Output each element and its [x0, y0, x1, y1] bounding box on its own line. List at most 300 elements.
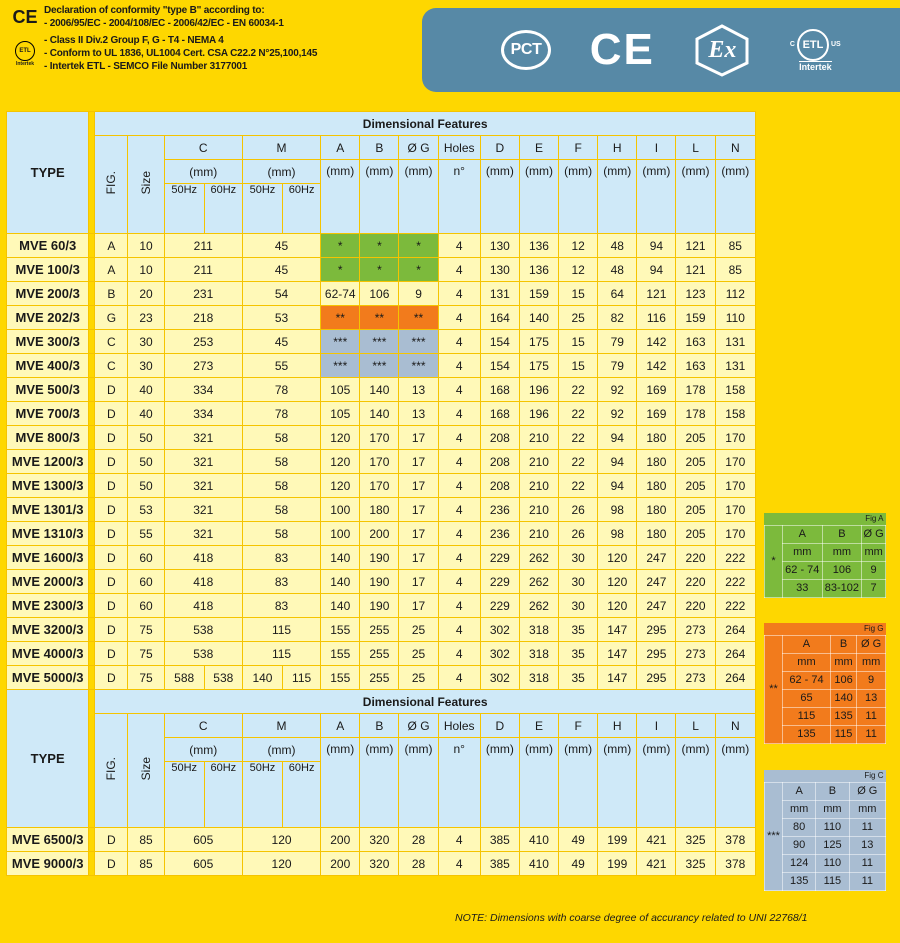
row-holes: 4 [438, 354, 480, 378]
row-holes: 4 [438, 828, 480, 852]
row-h: 147 [598, 642, 637, 666]
fig-header [95, 714, 128, 828]
row-c: 538 [164, 642, 242, 666]
row-m: 58 [242, 474, 320, 498]
row-d: 385 [480, 828, 519, 852]
col-header-letter: F [559, 714, 598, 738]
row-fig: D [95, 426, 128, 450]
row-c: 418 [164, 570, 242, 594]
row-h: 79 [598, 354, 637, 378]
c-60hz: 60Hz [204, 184, 242, 234]
c-60hz: 60Hz [204, 762, 242, 828]
fig-cell: 140 [830, 689, 856, 707]
col-header-c: C [164, 714, 242, 738]
table-row [7, 258, 756, 282]
row-n: 222 [715, 594, 755, 618]
row-size: 55 [128, 522, 164, 546]
row-f: 15 [559, 330, 598, 354]
table-row [7, 426, 756, 450]
row-b: *** [360, 354, 399, 378]
col-unit: (mm) [360, 160, 399, 234]
row-e: 136 [519, 234, 558, 258]
fig-cell: 115 [783, 707, 831, 725]
fig-cell: 11 [857, 725, 886, 743]
row-fig: D [95, 378, 128, 402]
row-holes: 4 [438, 234, 480, 258]
fig-col-header: Ø G [857, 635, 886, 653]
fig-data-row [765, 689, 886, 707]
fig-label: Fig A [865, 514, 884, 524]
row-f: 30 [559, 570, 598, 594]
row-fig: D [95, 570, 128, 594]
row-d: 154 [480, 330, 519, 354]
row-holes: 4 [438, 852, 480, 876]
row-f: 35 [559, 642, 598, 666]
row-e: 318 [519, 618, 558, 642]
row-e: 262 [519, 570, 558, 594]
row-h: 120 [598, 594, 637, 618]
row-f: 30 [559, 546, 598, 570]
row-n: 264 [715, 642, 755, 666]
row-e: 410 [519, 828, 558, 852]
row-d: 168 [480, 378, 519, 402]
row-c: 321 [164, 522, 242, 546]
row-holes: 4 [438, 306, 480, 330]
col-header-letter: D [480, 136, 519, 160]
col-header-letter: I [637, 714, 676, 738]
row-m: 83 [242, 570, 320, 594]
fig-col-header: A [783, 635, 831, 653]
row-n: 170 [715, 498, 755, 522]
fig-col-header: B [830, 635, 856, 653]
fig-cell: 9 [857, 671, 886, 689]
row-f: 30 [559, 594, 598, 618]
row-holes: 4 [438, 450, 480, 474]
row-c: 321 [164, 474, 242, 498]
row-b: 170 [360, 450, 399, 474]
row-b: 190 [360, 594, 399, 618]
row-m: 83 [242, 594, 320, 618]
col-header-letter: H [598, 714, 637, 738]
row-size: 60 [128, 570, 164, 594]
row-type: MVE 700/3 [7, 402, 89, 426]
row-m: 45 [242, 258, 320, 282]
size-header-text: Size [139, 171, 154, 195]
row-g: 28 [399, 828, 438, 852]
col-unit: (mm) [715, 738, 755, 828]
fig-c-table [764, 770, 886, 891]
fig-col-header: Ø G [862, 525, 886, 543]
row-f: 49 [559, 828, 598, 852]
c-50hz: 50Hz [164, 762, 204, 828]
row-a: 120 [321, 450, 360, 474]
row-l: 205 [676, 474, 715, 498]
row-g: 13 [399, 378, 438, 402]
row-b: 180 [360, 498, 399, 522]
ex-text: Ex [708, 36, 737, 63]
row-m: 83 [242, 546, 320, 570]
row-g: * [399, 258, 438, 282]
row-h: 92 [598, 378, 637, 402]
row-fig: B [95, 282, 128, 306]
row-type: MVE 2000/3 [7, 570, 89, 594]
row-f: 26 [559, 522, 598, 546]
row-m: 55 [242, 354, 320, 378]
row-d: 236 [480, 498, 519, 522]
row-a: 140 [321, 594, 360, 618]
col-unit: (mm) [360, 738, 399, 828]
row-size: 53 [128, 498, 164, 522]
col-header-c: C [164, 136, 242, 160]
size-header [128, 714, 164, 828]
col-header-letter: L [676, 714, 715, 738]
row-e: 210 [519, 498, 558, 522]
col-unit: (mm) [598, 738, 637, 828]
row-g: *** [399, 354, 438, 378]
row-n: 110 [715, 306, 755, 330]
row-d: 164 [480, 306, 519, 330]
row-fig: C [95, 330, 128, 354]
row-l: 273 [676, 642, 715, 666]
row-fig: D [95, 618, 128, 642]
row-i: 247 [637, 546, 676, 570]
row-m: 115 [242, 618, 320, 642]
row-m: 78 [242, 402, 320, 426]
fig-cell: 106 [822, 561, 862, 579]
row-holes: 4 [438, 642, 480, 666]
ce-line-2: - 2006/95/EC - 2004/108/EC - 2006/42/EC - EN 60034-1 [44, 18, 284, 29]
fig-cell: 90 [783, 836, 816, 854]
row-holes: 4 [438, 666, 480, 690]
row-f: 22 [559, 378, 598, 402]
col-header-letter: N [715, 714, 755, 738]
row-i: 295 [637, 666, 676, 690]
fig-cell: 11 [849, 818, 885, 836]
row-d: 131 [480, 282, 519, 306]
row-n: 112 [715, 282, 755, 306]
fig-data-row [765, 707, 886, 725]
row-g: 17 [399, 546, 438, 570]
row-g: 17 [399, 498, 438, 522]
row-n: 170 [715, 474, 755, 498]
row-d: 236 [480, 522, 519, 546]
row-type: MVE 1300/3 [7, 474, 89, 498]
etl-sub: Intertek [15, 61, 35, 67]
row-c: 211 [164, 234, 242, 258]
row-n: 222 [715, 570, 755, 594]
row-i: 116 [637, 306, 676, 330]
row-d: 208 [480, 474, 519, 498]
fig-data-row [765, 579, 886, 597]
row-e: 210 [519, 450, 558, 474]
row-i: 142 [637, 354, 676, 378]
row-l: 273 [676, 666, 715, 690]
fig-col-header: B [816, 782, 849, 800]
row-n: 158 [715, 402, 755, 426]
row-e: 210 [519, 474, 558, 498]
fig-cell: 106 [830, 671, 856, 689]
row-type: MVE 100/3 [7, 258, 89, 282]
fig-col-header: A [783, 525, 823, 543]
row-n: 170 [715, 450, 755, 474]
fig-cell: 33 [783, 579, 823, 597]
etl-us: US [830, 41, 841, 48]
row-f: 22 [559, 450, 598, 474]
fig-cell: 11 [849, 872, 885, 890]
col-unit: (mm) [676, 160, 715, 234]
row-g: 17 [399, 570, 438, 594]
row-a: 140 [321, 570, 360, 594]
col-header-letter: L [676, 136, 715, 160]
fig-cell: 62 - 74 [783, 561, 823, 579]
table-row [7, 642, 756, 666]
c-unit: (mm) [164, 738, 242, 762]
row-a: 155 [321, 642, 360, 666]
fig-unit: mm [783, 653, 831, 671]
row-fig: D [95, 522, 128, 546]
table-row [7, 474, 756, 498]
row-i: 121 [637, 282, 676, 306]
row-type: MVE 800/3 [7, 426, 89, 450]
row-b: ** [360, 306, 399, 330]
fig-unit-row [765, 800, 886, 818]
row-m: 54 [242, 282, 320, 306]
row-i: 421 [637, 828, 676, 852]
row-b: 255 [360, 666, 399, 690]
row-holes: 4 [438, 522, 480, 546]
fig-unit-row [765, 653, 886, 671]
row-holes: 4 [438, 618, 480, 642]
row-g: 17 [399, 522, 438, 546]
row-holes: 4 [438, 570, 480, 594]
row-n: 378 [715, 852, 755, 876]
table-row [7, 234, 756, 258]
ce-line-1: Declaration of conformity "type B" according to: [44, 5, 265, 16]
row-h: 48 [598, 234, 637, 258]
size-header-text: Size [139, 757, 154, 781]
fig-label-row [765, 513, 886, 525]
fig-label: Fig G [863, 624, 884, 634]
fig-cell: 7 [862, 579, 886, 597]
row-e: 196 [519, 402, 558, 426]
fig-unit: mm [816, 800, 849, 818]
row-c: 321 [164, 450, 242, 474]
holes-unit: n° [438, 738, 480, 828]
m-50hz: 50Hz [242, 762, 282, 828]
row-f: 22 [559, 402, 598, 426]
row-d: 385 [480, 852, 519, 876]
table-row [7, 546, 756, 570]
fig-data-row [765, 725, 886, 743]
row-e: 210 [519, 426, 558, 450]
m-60hz: 60Hz [283, 762, 321, 828]
row-m: 115 [242, 642, 320, 666]
row-holes: 4 [438, 402, 480, 426]
fig-g-table [764, 623, 886, 744]
row-f: 49 [559, 852, 598, 876]
row-f: 26 [559, 498, 598, 522]
col-header-letter: I [637, 136, 676, 160]
row-d: 208 [480, 426, 519, 450]
row-i: 169 [637, 378, 676, 402]
row-e: 175 [519, 354, 558, 378]
row-i: 169 [637, 402, 676, 426]
row-h: 98 [598, 522, 637, 546]
row-n: 131 [715, 330, 755, 354]
col-unit: (mm) [598, 160, 637, 234]
row-fig: D [95, 546, 128, 570]
fig-cell: 115 [816, 872, 849, 890]
fig-col-header: B [822, 525, 862, 543]
row-i: 180 [637, 450, 676, 474]
col-header-letter: A [321, 714, 360, 738]
row-c: 334 [164, 402, 242, 426]
row-h: 64 [598, 282, 637, 306]
row-size: 10 [128, 258, 164, 282]
row-size: 50 [128, 450, 164, 474]
dimensions-table [6, 111, 756, 876]
row-g: 17 [399, 450, 438, 474]
row-m: 45 [242, 234, 320, 258]
row-size: 60 [128, 546, 164, 570]
c-50hz: 50Hz [164, 184, 204, 234]
row-h: 199 [598, 852, 637, 876]
row-type: MVE 1310/3 [7, 522, 89, 546]
row-d: 130 [480, 234, 519, 258]
row-i: 247 [637, 570, 676, 594]
ce-logo-icon: CE [589, 25, 655, 74]
row-m-60hz: 115 [283, 666, 321, 690]
col-unit: (mm) [321, 160, 360, 234]
col-unit: (mm) [399, 160, 438, 234]
col-unit: (mm) [480, 738, 519, 828]
row-a: 62-74 [321, 282, 360, 306]
row-holes: 4 [438, 474, 480, 498]
col-header-letter: N [715, 136, 755, 160]
col-unit: (mm) [559, 738, 598, 828]
row-n: 170 [715, 522, 755, 546]
row-type: MVE 2300/3 [7, 594, 89, 618]
row-a: 200 [321, 828, 360, 852]
table-row [7, 378, 756, 402]
row-g: *** [399, 330, 438, 354]
fig-header-row [765, 635, 886, 653]
m-50hz: 50Hz [242, 184, 282, 234]
row-d: 302 [480, 618, 519, 642]
row-fig: D [95, 852, 128, 876]
row-c: 211 [164, 258, 242, 282]
table-body [7, 112, 756, 876]
col-unit: (mm) [321, 738, 360, 828]
fig-cell: 124 [783, 854, 816, 872]
row-n: 378 [715, 828, 755, 852]
row-c: 218 [164, 306, 242, 330]
row-l: 159 [676, 306, 715, 330]
row-d: 229 [480, 570, 519, 594]
row-f: 35 [559, 666, 598, 690]
row-a: 200 [321, 852, 360, 876]
row-l: 325 [676, 852, 715, 876]
row-c: 273 [164, 354, 242, 378]
row-l: 220 [676, 594, 715, 618]
row-g: * [399, 234, 438, 258]
etl-line-3: - Intertek ETL - SEMCO File Number 3177001 [44, 61, 248, 72]
row-g: 25 [399, 618, 438, 642]
row-holes: 4 [438, 330, 480, 354]
col-header-m: M [242, 714, 320, 738]
row-d: 130 [480, 258, 519, 282]
etl-c: C [789, 41, 795, 48]
row-type: MVE 9000/3 [7, 852, 89, 876]
row-a: 105 [321, 402, 360, 426]
row-b: 190 [360, 546, 399, 570]
row-c: 231 [164, 282, 242, 306]
table-row [7, 666, 756, 690]
row-g: 17 [399, 426, 438, 450]
col-unit: (mm) [519, 160, 558, 234]
row-l: 205 [676, 498, 715, 522]
col-header-letter: A [321, 136, 360, 160]
row-e: 410 [519, 852, 558, 876]
fig-unit: mm [783, 800, 816, 818]
row-e: 159 [519, 282, 558, 306]
row-type: MVE 202/3 [7, 306, 89, 330]
fig-cell: 13 [849, 836, 885, 854]
row-l: 220 [676, 546, 715, 570]
row-a: 155 [321, 666, 360, 690]
table-row [7, 498, 756, 522]
row-d: 208 [480, 450, 519, 474]
row-i: 295 [637, 618, 676, 642]
row-fig: C [95, 354, 128, 378]
row-l: 205 [676, 426, 715, 450]
row-e: 210 [519, 522, 558, 546]
row-holes: 4 [438, 378, 480, 402]
row-e: 136 [519, 258, 558, 282]
fig-unit: mm [783, 543, 823, 561]
fig-data-row [765, 872, 886, 890]
col-header-letter: B [360, 714, 399, 738]
fig-cell: 13 [857, 689, 886, 707]
row-f: 15 [559, 282, 598, 306]
table-row [7, 522, 756, 546]
fig-marker: *** [765, 782, 783, 890]
row-e: 140 [519, 306, 558, 330]
row-b: 140 [360, 402, 399, 426]
row-b: 255 [360, 618, 399, 642]
row-fig: D [95, 474, 128, 498]
pct-text: РСТ [501, 30, 551, 70]
row-type: MVE 4000/3 [7, 642, 89, 666]
header-row-title [7, 690, 756, 714]
row-n: 264 [715, 666, 755, 690]
row-f: 22 [559, 426, 598, 450]
row-n: 131 [715, 354, 755, 378]
row-a: *** [321, 330, 360, 354]
row-i: 295 [637, 642, 676, 666]
row-size: 75 [128, 618, 164, 642]
row-size: 50 [128, 474, 164, 498]
etl-declaration-text [44, 34, 317, 73]
fig-col-header: Ø G [849, 782, 885, 800]
row-a: 140 [321, 546, 360, 570]
row-c: 334 [164, 378, 242, 402]
row-d: 229 [480, 594, 519, 618]
row-g: ** [399, 306, 438, 330]
row-l: 178 [676, 402, 715, 426]
fig-cell: 110 [816, 818, 849, 836]
row-fig: D [95, 402, 128, 426]
